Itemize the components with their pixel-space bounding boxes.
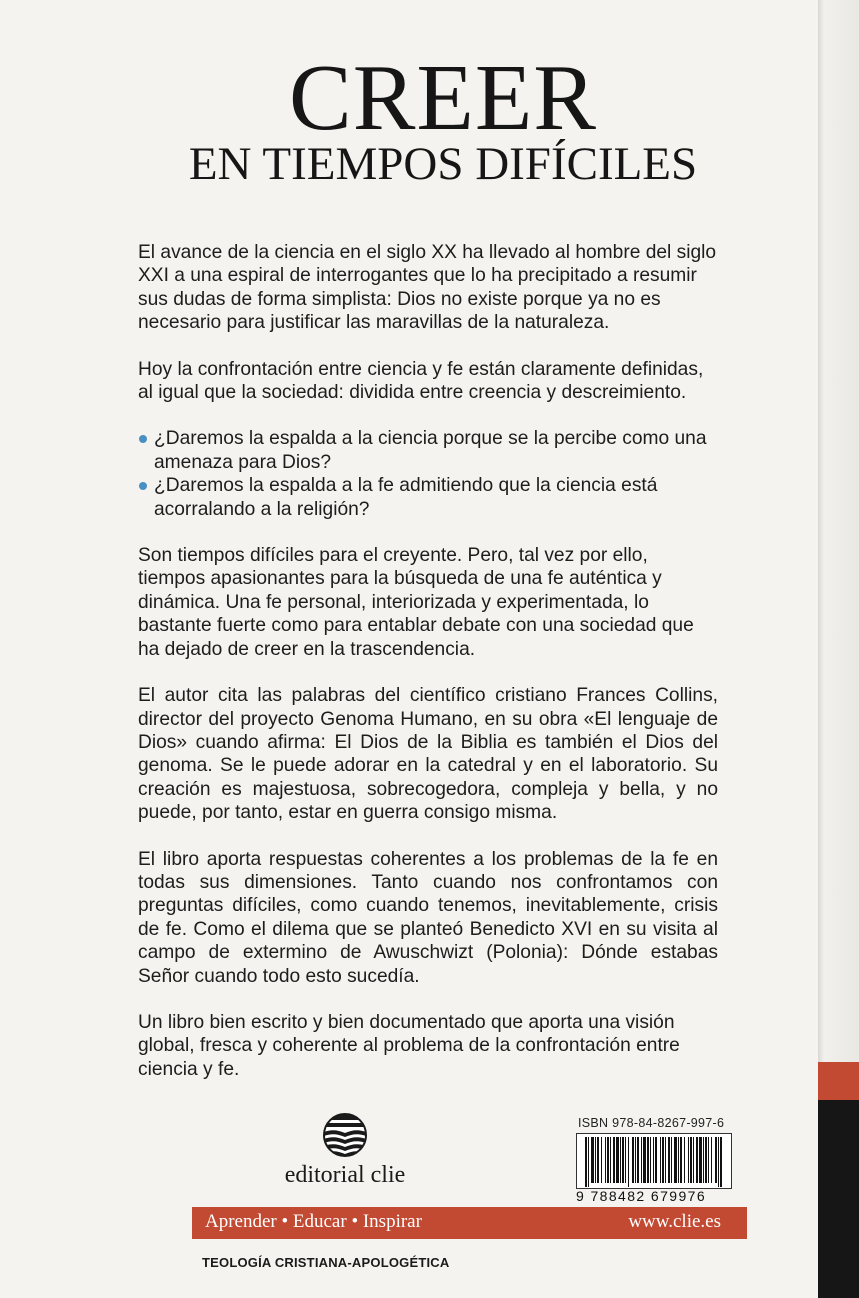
barcode-bar bbox=[595, 1137, 596, 1183]
open-book-globe-icon bbox=[322, 1112, 368, 1158]
barcode-bar bbox=[605, 1137, 606, 1183]
publisher-website: www.clie.es bbox=[628, 1211, 721, 1232]
barcode-bar bbox=[693, 1137, 694, 1183]
barcode-digits: 9 788482 679976 bbox=[576, 1188, 706, 1204]
barcode-bar bbox=[616, 1137, 619, 1183]
barcode-bar bbox=[635, 1137, 636, 1183]
publisher-name: editorial clie bbox=[284, 1162, 406, 1188]
blurb-paragraph: Hoy la confrontación entre ciencia y fe están claramente definidas, al igual que la sociedad: dividida entre creencia y descreimiento. bbox=[138, 358, 704, 404]
barcode-bar bbox=[674, 1137, 677, 1183]
barcode-bar bbox=[662, 1137, 664, 1183]
barcode-bar bbox=[647, 1137, 649, 1183]
barcode-bar bbox=[696, 1137, 698, 1183]
cover-subtitle: EN TIEMPOS DIFÍCILES bbox=[188, 138, 698, 190]
barcode-bar bbox=[622, 1137, 624, 1183]
barcode-bar bbox=[637, 1137, 639, 1183]
barcode-bar bbox=[655, 1137, 657, 1183]
barcode-bar bbox=[588, 1137, 589, 1187]
barcode-bar bbox=[643, 1137, 646, 1183]
barcode-bar bbox=[607, 1137, 609, 1183]
barcode-bar bbox=[610, 1137, 611, 1183]
blurb-paragraph: El avance de la ciencia en el siglo XX ha llevado al hombre del siglo XXI a una espiral de interrogantes que lo ha precipitado a resumir sus dudas de forma simplista: Dios no existe porque ya no es necesario para justificar las maravillas de la naturaleza. bbox=[138, 242, 717, 334]
barcode-bar bbox=[680, 1137, 682, 1183]
barcode-bar bbox=[632, 1137, 634, 1183]
barcode-bar bbox=[668, 1137, 670, 1183]
barcode-bar bbox=[665, 1137, 666, 1183]
spine-dark-band bbox=[818, 1100, 859, 1298]
bullet-dot-icon bbox=[139, 482, 147, 490]
barcode-bar bbox=[678, 1137, 679, 1183]
question-item bbox=[138, 474, 718, 521]
barcode-bar bbox=[708, 1137, 709, 1183]
barcode-bar bbox=[650, 1137, 651, 1183]
barcode-bar bbox=[628, 1137, 629, 1187]
barcode-bar bbox=[705, 1137, 707, 1183]
barcode-bar bbox=[699, 1137, 702, 1183]
barcode-bar bbox=[715, 1137, 717, 1183]
barcode-bar bbox=[720, 1137, 722, 1187]
barcode-bar bbox=[597, 1137, 599, 1183]
publisher-logo bbox=[280, 1112, 410, 1202]
barcode-bar bbox=[688, 1137, 689, 1183]
isbn-label: ISBN 978-84-8267-997-6 bbox=[578, 1116, 725, 1130]
barcode-bar bbox=[585, 1137, 587, 1187]
barcode-bar bbox=[601, 1137, 602, 1183]
barcode-bar bbox=[660, 1137, 661, 1183]
barcode-bar bbox=[620, 1137, 621, 1183]
book-category: TEOLOGÍA CRISTIANA-APOLOGÉTICA bbox=[202, 1255, 450, 1270]
barcode-bar bbox=[703, 1137, 704, 1183]
blurb-paragraph: El libro aporta respuestas coherentes a los problemas de la fe en todas sus dimensiones. Tanto cuando nos confrontamos con preguntas difíciles, como cuando tenemos, inevitablemente, crisis de fe. Como el dilema que se planteó Benedicto XVI en su visita al campo de extermino de Awuschwizt (Polonia): Dónde estabas Señor cuando todo esto sucedía. bbox=[138, 848, 718, 987]
barcode-bar bbox=[641, 1137, 642, 1183]
barcode-bar bbox=[613, 1137, 615, 1183]
publisher-band bbox=[192, 1207, 747, 1239]
barcode-bar bbox=[591, 1137, 594, 1183]
blurb-paragraph: Son tiempos difíciles para el creyente. Pero, tal vez por ello, tiempos apasionantes para la búsqueda de una fe auténtica y dinámica. Una fe personal, interiorizada y experimentada, lo bastante fuerte como para entablar debate con una sociedad que ha dejado de creer en la trascendencia. bbox=[138, 545, 694, 660]
barcode-bar bbox=[718, 1137, 719, 1187]
question-text: ¿Daremos la espalda a la ciencia porque se la percibe como una amenaza para Dios? bbox=[154, 428, 707, 473]
barcode-bar bbox=[671, 1137, 672, 1183]
barcode-bar bbox=[684, 1137, 685, 1183]
question-text: ¿Daremos la espalda a la fe admitiendo que la ciencia está acorralando a la religión? bbox=[154, 475, 658, 520]
barcode-bar bbox=[690, 1137, 692, 1183]
barcode-bars bbox=[576, 1133, 732, 1189]
blurb bbox=[138, 241, 718, 1104]
blurb-paragraph: El autor cita las palabras del científico cristiano Frances Collins, director del proyecto Genoma Humano, en su obra «El lenguaje de Dios» cuando afirma: El Dios de la Biblia es también el Dios del genoma. Se le puede adorar en la catedral y en el laboratorio. Su creación es majestuosa, sobrecogedora, compleja y bella, y no puede, por tanto, estar en guerra consigo misma. bbox=[138, 685, 718, 824]
question-item bbox=[138, 427, 718, 474]
blurb-paragraph: Un libro bien escrito y bien documentado que aporta una visión global, fresca y coherente al problema de la confrontación entre ciencia y fe. bbox=[138, 1011, 680, 1080]
bullet-dot-icon bbox=[139, 435, 147, 443]
barcode-bar bbox=[625, 1137, 626, 1183]
cover-title: CREER bbox=[289, 46, 597, 150]
barcode-block bbox=[576, 1116, 732, 1206]
question-list bbox=[138, 427, 718, 521]
barcode-bar bbox=[711, 1137, 712, 1183]
spine-red-stripe bbox=[818, 1062, 859, 1100]
barcode-bar bbox=[653, 1137, 654, 1183]
publisher-motto: Aprender • Educar • Inspirar bbox=[205, 1211, 422, 1232]
